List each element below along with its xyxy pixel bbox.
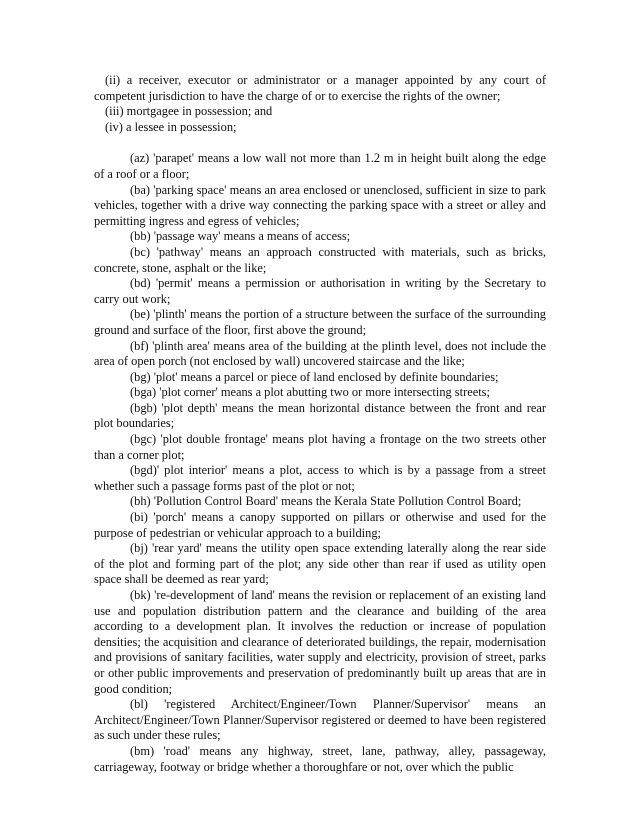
owner-definition-list xyxy=(94,73,546,135)
definition-be-plinth: (be) 'plinth' means the portion of a structure between the surface of the surrounding ground and surface of the floor, first above the ground; xyxy=(94,307,546,337)
definition-bb-passage-way: (bb) 'passage way' means a means of access; xyxy=(130,229,351,244)
definition-bh-pollution-control-board: (bh) 'Pollution Control Board' means the Kerala State Pollution Control Board; xyxy=(130,494,522,509)
definition-bk-re-development: (bk) 're-development of land' means the revision or replacement of an existing land use and population distribution pattern and the clearance and building of the area according to a development plan. It involves the reduction or increase of population densities; the acquisition and clearance of deteriorated buildings, the repair, modernisation and provisions of sanitary facilities, water supply and electricity, provision of street, parks or other public improvements and preservation of predominantly built up areas that are in good condition; xyxy=(94,588,546,696)
definition-bc-pathway: (bc) 'pathway' means an approach constructed with materials, such as bricks, concrete, stone, asphalt or the like; xyxy=(94,244,546,275)
definition-bf-plinth-area: (bf) 'plinth area' means area of the building at the plinth level, does not include the area of open porch (not enclosed by wall) uncovered staircase and the like; xyxy=(94,338,546,369)
definition-bgc-plot-double-frontage: (bgc) 'plot double frontage' means plot having a frontage on the two streets other than a corner plot; xyxy=(94,432,546,462)
definition-bga-plot-corner: (bga) 'plot corner' means a plot abutting two or more intersecting streets; xyxy=(130,385,490,400)
owner-item-ii: (ii) a receiver, executor or administrator or a manager appointed by any court of competent jurisdiction to have the charge of or to exercise the rights of the owner; xyxy=(94,73,546,103)
definition-bd-permit: (bd) 'permit' means a permission or authorisation in writing by the Secretary to carry out work; xyxy=(94,276,546,306)
definition-az-parapet: (az) 'parapet' means a low wall not more than 1.2 m in height built along the edge of a roof or a floor; xyxy=(94,151,546,181)
definition-bj-rear-yard: (bj) 'rear yard' means the utility open space extending laterally along the rear side of the plot and forming part of the plot; any side other than rear if used as utility open space shall be deemed as rear yard; xyxy=(94,541,546,587)
definition-bi-porch: (bi) 'porch' means a canopy supported on pillars or otherwise and used for the purpose of pedestrian or vehicular approach to a building; xyxy=(94,510,546,540)
definition-bgb-plot-depth: (bgb) 'plot depth' means the mean horizontal distance between the front and rear plot boundaries; xyxy=(94,400,546,431)
owner-item-iv: (iv) a lessee in possession; xyxy=(105,119,237,134)
definition-bl-registered-architect: (bl) 'registered Architect/Engineer/Town Planner/Supervisor' means an Architect/Engineer/Town Planner/Supervisor registered or deemed to have been registered as such under these rules; xyxy=(94,697,546,743)
definition-ba-parking-space: (ba) 'parking space' means an area enclosed or unenclosed, sufficient in size to park vehicles, together with a drive way connecting the parking space with a street or alley and permitting ingress and egress of vehicles; xyxy=(94,182,546,228)
definitions-list xyxy=(94,151,546,775)
owner-item-iii: (iii) mortgagee in possession; and xyxy=(105,104,273,119)
definition-bm-road: (bm) 'road' means any highway, street, lane, pathway, alley, passageway, carriageway, footway or bridge whether a thoroughfare or not, over which the public xyxy=(94,743,546,774)
definition-bgd-plot-interior: (bgd)' plot interior' means a plot, access to which is by a passage from a street whether such a passage forms past of the plot or not; xyxy=(94,463,546,493)
document-page xyxy=(94,73,546,775)
definition-bg-plot: (bg) 'plot' means a parcel or piece of land enclosed by definite boundaries; xyxy=(130,369,499,384)
